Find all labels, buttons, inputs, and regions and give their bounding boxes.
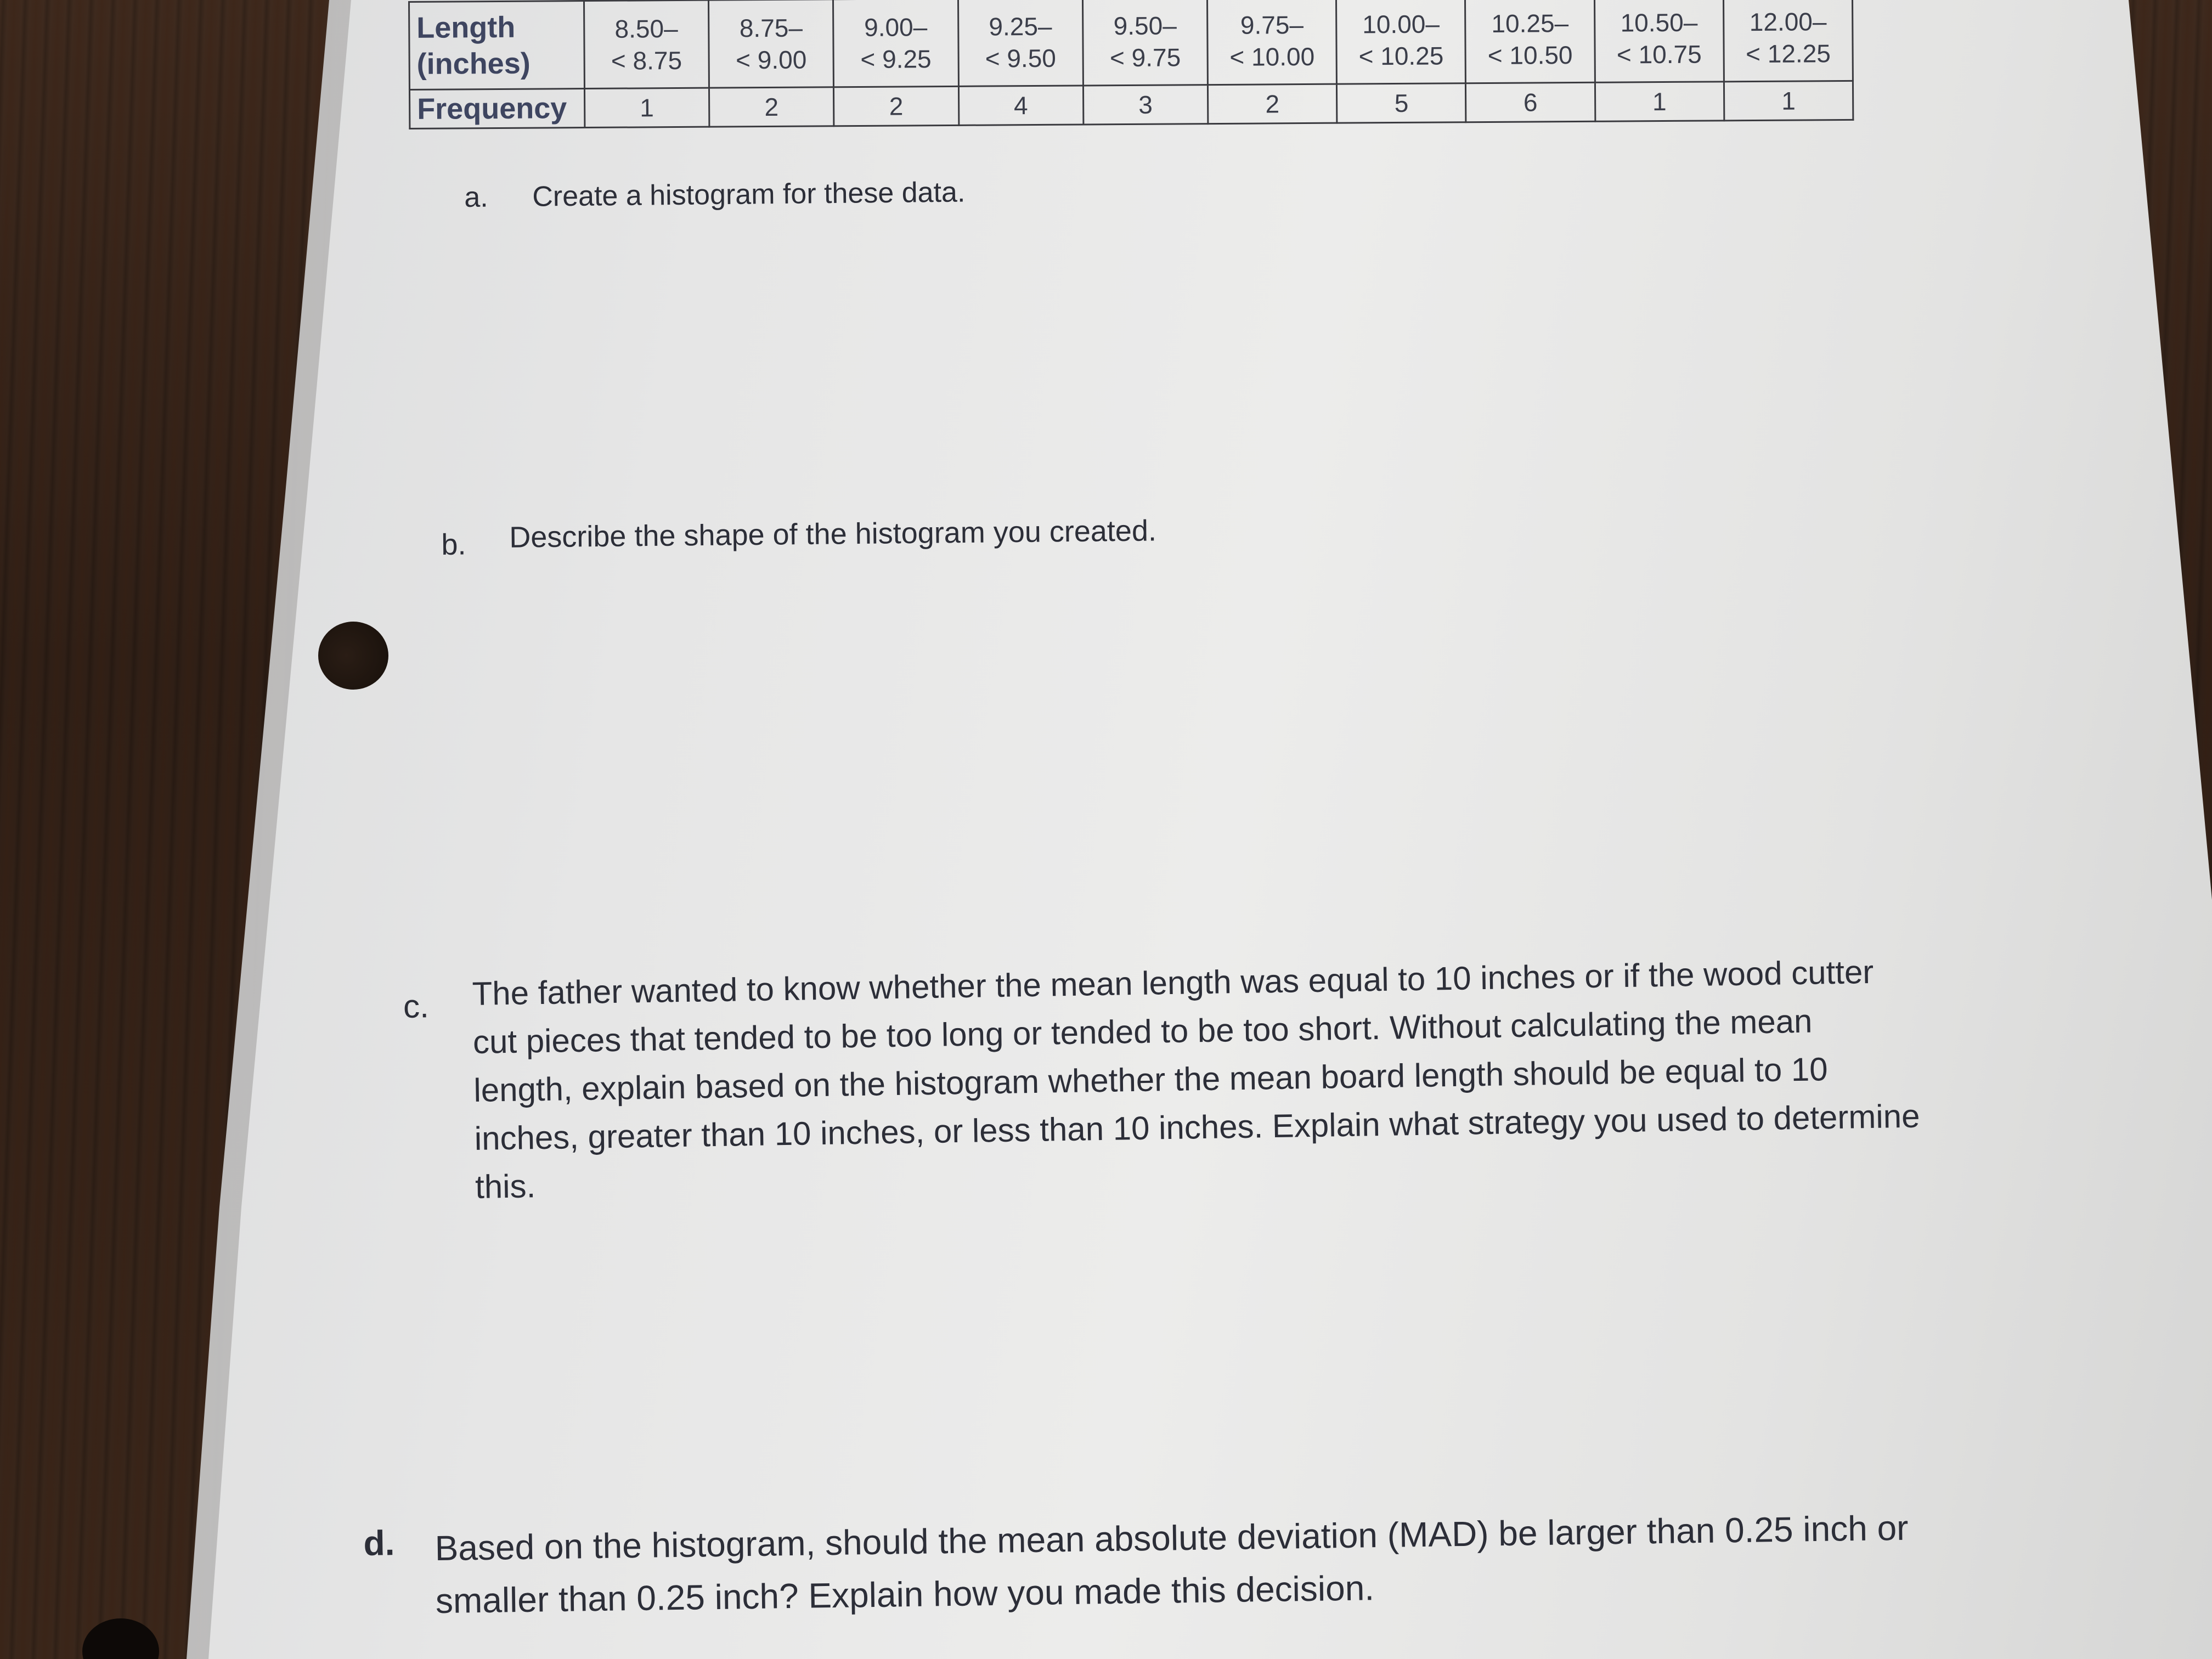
bin-low: 9.50– xyxy=(1113,10,1177,40)
question-c-line: The father wanted to know whether the mean length was equal to 10 inches or if the wood cutter xyxy=(472,953,1874,1013)
question-c-line: cut pieces that tended to be too long or tended to be too short. Without calculating the mean xyxy=(472,1002,1813,1061)
question-a-letter: a. xyxy=(464,181,488,213)
length-header-line2: (inches) xyxy=(416,47,531,81)
bin-low: 8.50– xyxy=(614,14,678,43)
bin-range-cell xyxy=(1723,0,1853,82)
bin-high: < 10.00 xyxy=(1229,42,1315,71)
question-a-text: Create a histogram for these data. xyxy=(532,176,966,213)
bin-low: 12.00– xyxy=(1749,7,1827,36)
bin-range-cell xyxy=(833,0,958,87)
length-row xyxy=(409,0,1853,89)
bin-low: 10.00– xyxy=(1362,9,1440,38)
bin-low: 9.25– xyxy=(989,12,1052,41)
question-c-body xyxy=(472,947,1921,1211)
frequency-cell: 3 xyxy=(1083,85,1208,125)
frequency-cell: 1 xyxy=(584,88,709,127)
punch-hole-bottom xyxy=(82,1618,159,1659)
question-c-line: this. xyxy=(475,1167,536,1205)
bin-range-cell xyxy=(708,0,833,88)
bin-range-cell xyxy=(1336,0,1466,84)
bin-high: < 9.25 xyxy=(860,44,932,74)
question-d-body xyxy=(435,1502,1909,1627)
length-header-cell xyxy=(409,1,585,90)
bin-high: < 8.75 xyxy=(611,46,682,75)
bin-low: 10.25– xyxy=(1491,8,1569,38)
bin-range-cell xyxy=(584,0,709,88)
bin-range-cell xyxy=(1465,0,1595,83)
frequency-cell: 1 xyxy=(1724,81,1853,120)
bin-high: < 9.50 xyxy=(985,43,1057,73)
bin-high: < 9.00 xyxy=(736,45,807,74)
frequency-cell: 5 xyxy=(1337,83,1466,123)
frequency-cell: 1 xyxy=(1595,82,1724,121)
frequency-row xyxy=(409,81,1853,128)
question-d-line: Based on the histogram, should the mean absolute deviation (MAD) be larger than 0.25 inch or xyxy=(435,1508,1909,1568)
bin-low: 8.75– xyxy=(739,13,803,42)
bin-range-cell xyxy=(1082,0,1207,86)
question-b-letter: b. xyxy=(441,528,466,561)
frequency-cell: 2 xyxy=(1208,84,1338,123)
length-header-line1: Length xyxy=(416,10,516,44)
bin-high: < 10.25 xyxy=(1358,41,1444,70)
frequency-cell: 2 xyxy=(709,87,834,127)
punch-hole xyxy=(318,622,388,690)
bin-low: 10.50– xyxy=(1620,8,1698,37)
question-c-letter: c. xyxy=(403,988,430,1025)
bin-high: < 10.50 xyxy=(1487,40,1573,70)
question-c-line: length, explain based on the histogram whether the mean board length should be equal to 10 xyxy=(473,1051,1829,1109)
bin-low: 9.75– xyxy=(1240,10,1304,40)
frequency-cell: 6 xyxy=(1466,82,1595,122)
frequency-cell: 4 xyxy=(958,86,1084,125)
bin-range-cell xyxy=(1594,0,1724,82)
frequency-header-cell: Frequency xyxy=(409,89,584,129)
question-b-text: Describe the shape of the histogram you created. xyxy=(509,514,1157,554)
bin-high: < 10.75 xyxy=(1616,40,1702,69)
question-c-line: inches, greater than 10 inches, or less than 10 inches. Explain what strategy you used to determine xyxy=(474,1097,1920,1157)
bin-low: 9.00– xyxy=(864,12,928,42)
bin-range-cell xyxy=(958,0,1083,86)
bin-high: < 12.25 xyxy=(1745,38,1831,68)
bin-high: < 9.75 xyxy=(1109,42,1181,72)
bin-range-cell xyxy=(1207,0,1337,85)
question-d-line: smaller than 0.25 inch? Explain how you made this decision. xyxy=(435,1568,1375,1621)
frequency-cell: 2 xyxy=(834,86,959,126)
question-d-letter: d. xyxy=(363,1523,395,1563)
frequency-table xyxy=(408,0,1854,129)
